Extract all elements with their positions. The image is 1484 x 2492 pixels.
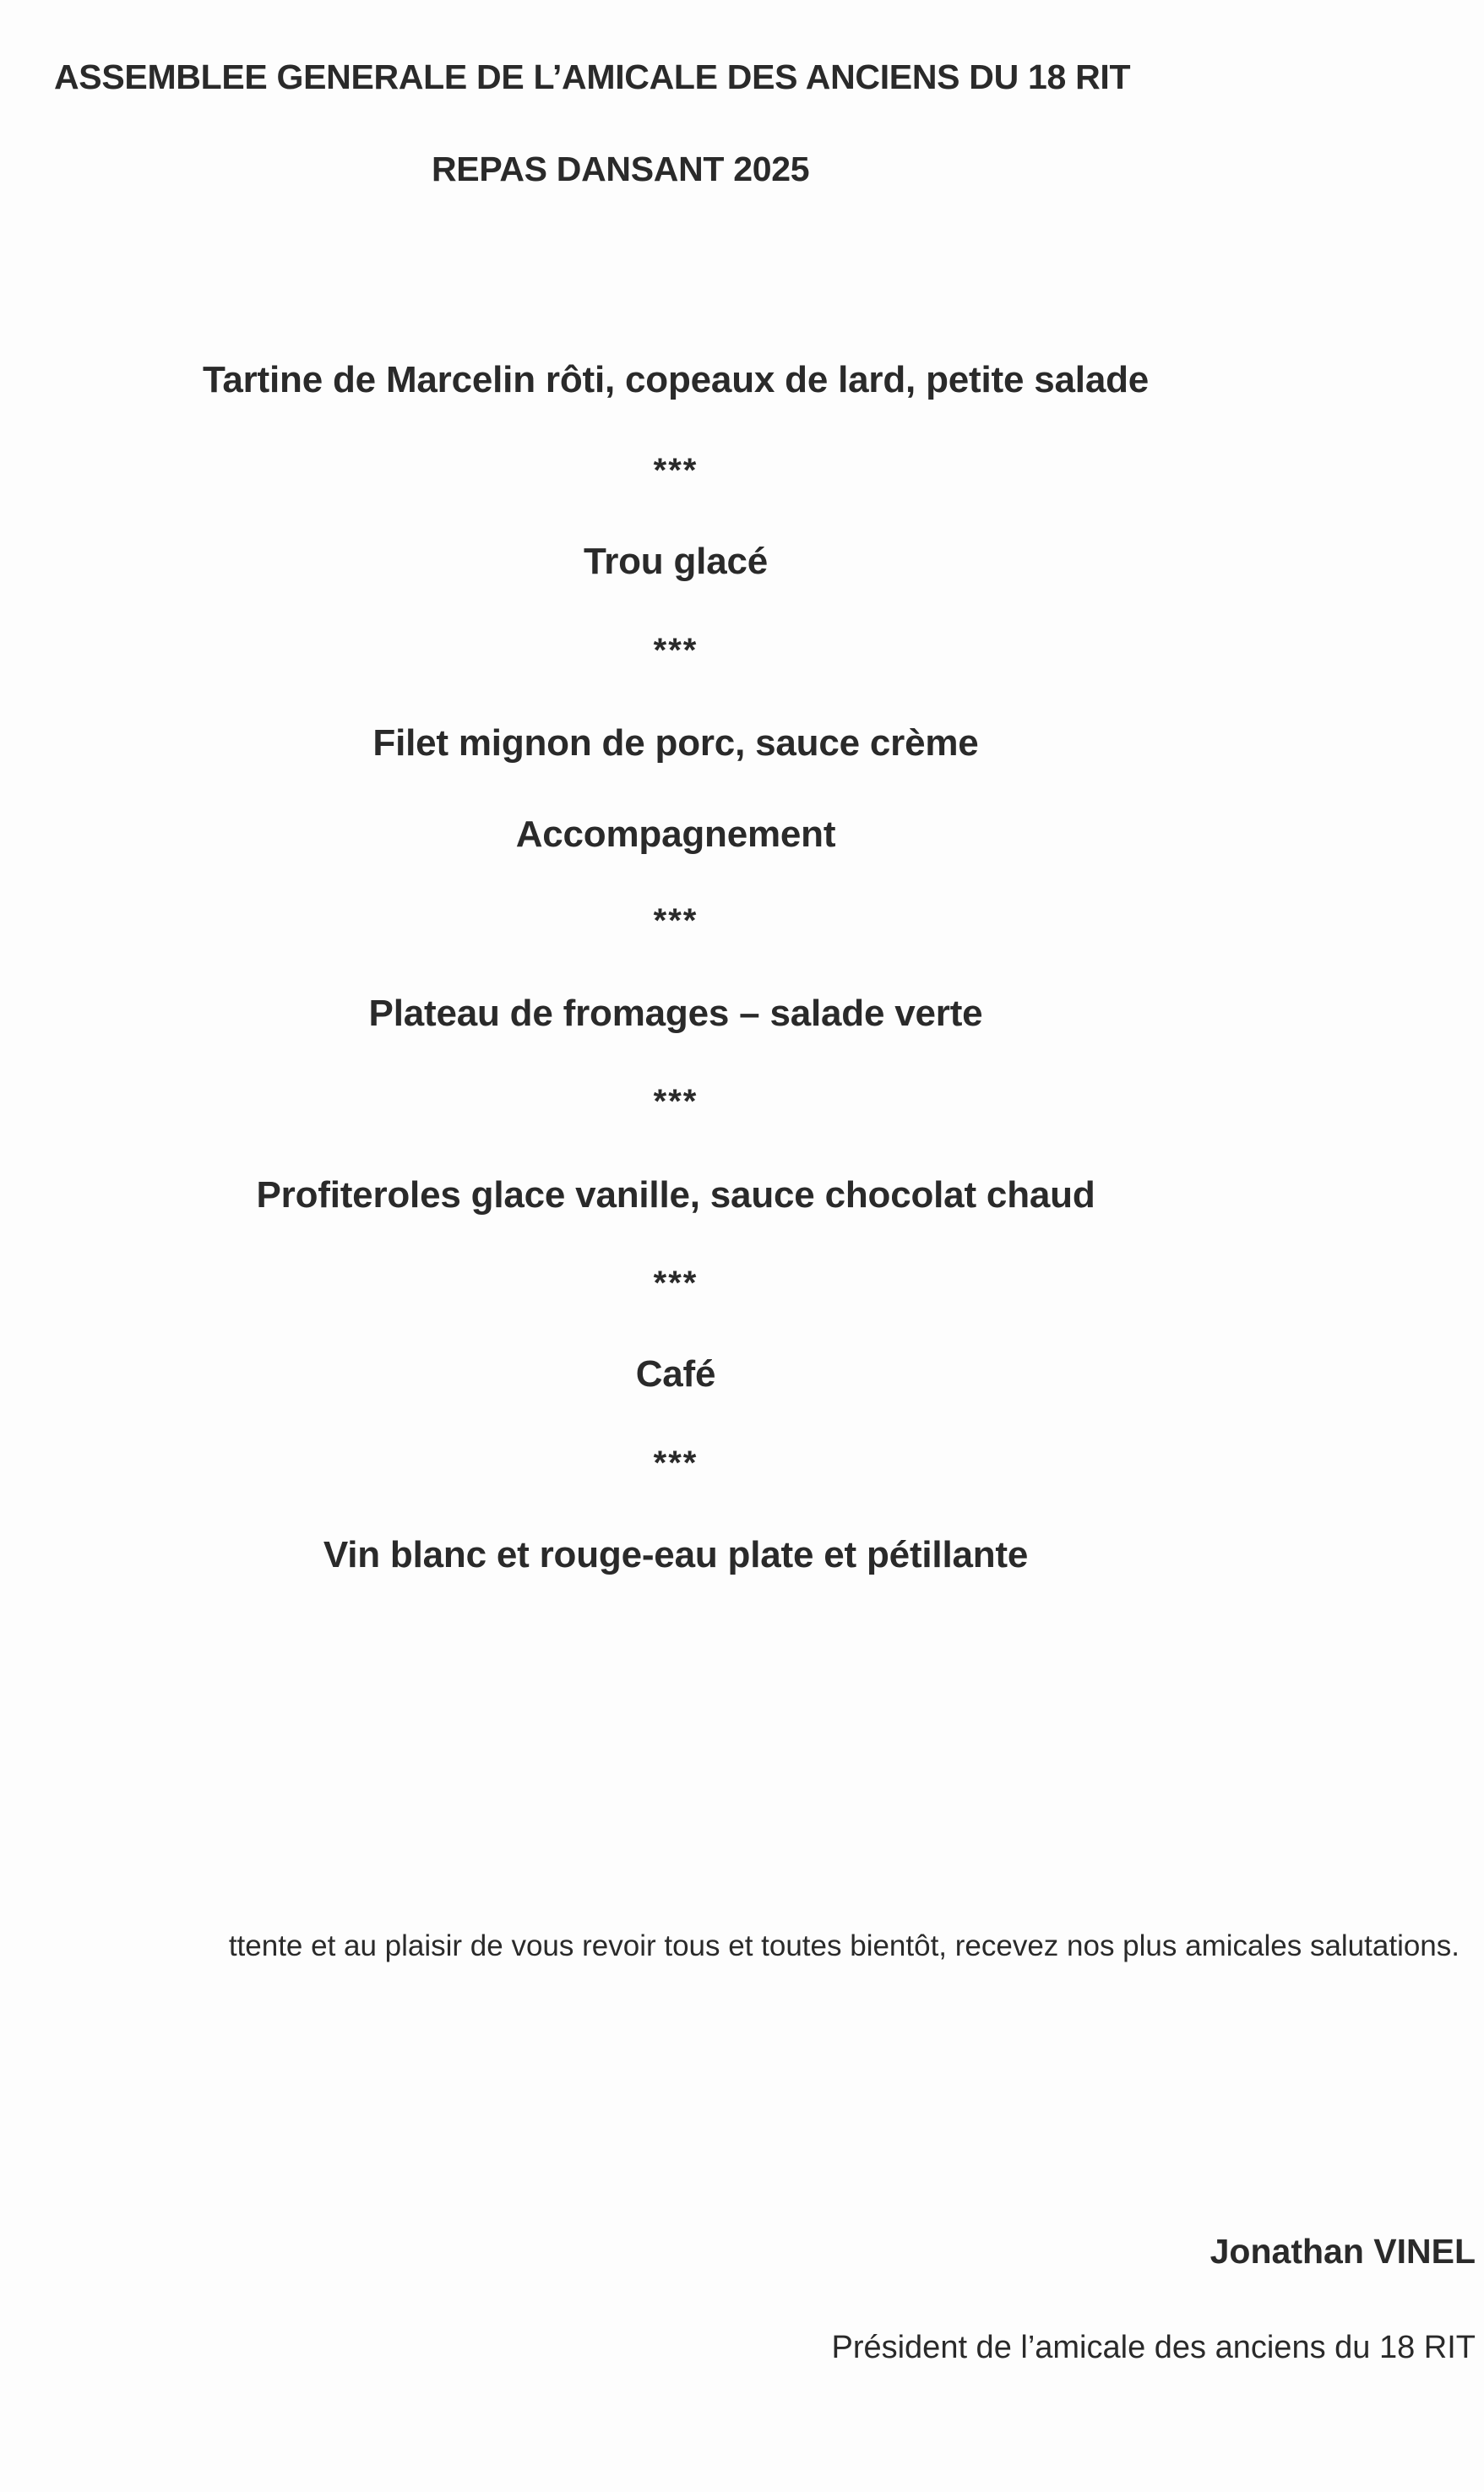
closing-line (0, 1918, 1484, 1977)
document-subtitle: REPAS DANSANT 2025 (432, 150, 810, 188)
closing-text: ttente et au plaisir de vous revoir tous et toutes bientôt, recevez nos plus amicales salutations. (228, 1929, 1460, 1962)
menu-dish-sorbet: Trou glacé (583, 541, 769, 582)
menu-dish-starter: Tartine de Marcelin rôti, copeaux de lard, petite salade (202, 359, 1150, 400)
menu-separator: *** (653, 632, 699, 669)
menu-separator: *** (653, 1445, 699, 1482)
menu-dish-side: Accompagnement (515, 813, 836, 855)
document-title: ASSEMBLEE GENERALE DE L’AMICALE DES ANCIENS DU 18 RIT (54, 57, 1131, 96)
signature-role: Président de l’amicale des anciens du 18 RIT (831, 2330, 1476, 2365)
menu-dish-coffee: Café (635, 1353, 716, 1395)
menu-dish-cheese: Plateau de fromages – salade verte (368, 993, 983, 1034)
menu-separator: *** (653, 1265, 699, 1302)
menu-dish-dessert: Profiteroles glace vanille, sauce chocolat chaud (256, 1174, 1095, 1216)
signature-name: Jonathan VINEL (1209, 2232, 1476, 2271)
menu-separator: *** (653, 902, 699, 939)
menu-dish-main: Filet mignon de porc, sauce crème (372, 722, 979, 764)
menu-separator: *** (653, 1083, 699, 1120)
menu-dish-drinks: Vin blanc et rouge-eau plate et pétillante (323, 1534, 1029, 1575)
menu-separator: *** (653, 452, 699, 489)
